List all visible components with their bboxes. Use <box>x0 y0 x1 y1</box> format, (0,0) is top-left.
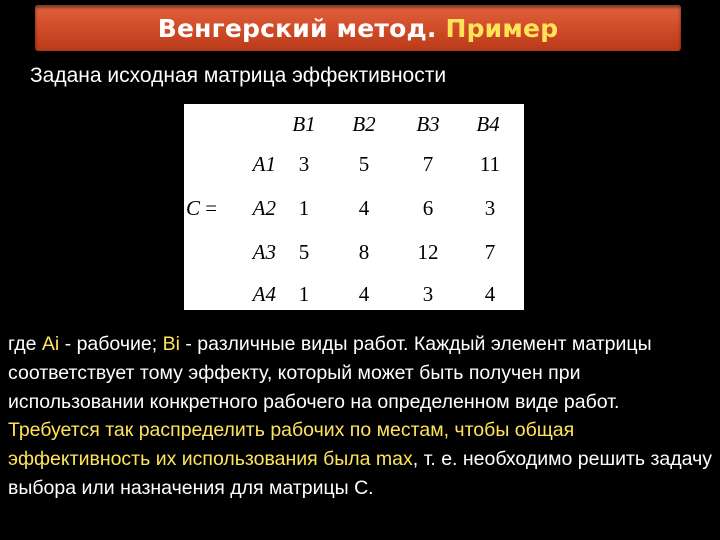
title-main: Венгерский метод. <box>157 13 437 43</box>
matrix-cell: 4 <box>358 282 370 306</box>
matrix-cell: 7 <box>422 152 434 176</box>
matrix-cell: 3 <box>484 196 496 220</box>
matrix-cell: 12 <box>417 240 439 264</box>
matrix-cell: 4 <box>484 282 496 306</box>
task-statement: Требуется так распределить рабочих по местам, чтобы общая эффективность их использования была max <box>8 419 575 471</box>
matrix-cell: 6 <box>422 196 434 220</box>
col-header-b2: B2 <box>352 112 376 136</box>
row-label-a4: A4 <box>252 282 276 306</box>
row-label-a3: A3 <box>252 240 276 264</box>
matrix-cell: 7 <box>484 240 496 264</box>
description-paragraph: где Ai - рабочие; Bi - различные виды работ. Каждый элемент матрицы соответствует тому эффекту, который может быть получен при использовании конкретного рабочего на определенном виде работ. Требуется так распределить рабочих по местам, чтобы общая эффективность их использования была max, т. е. необходимо решить задачу выбора или назначения для матрицы С. <box>8 333 712 499</box>
matrix-cell: 5 <box>298 240 310 264</box>
term-bi: Bi <box>162 333 180 355</box>
matrix-cell: 5 <box>358 152 370 176</box>
matrix-cell: 11 <box>479 152 501 176</box>
matrix-cell: 8 <box>358 240 370 264</box>
matrix-cell: 3 <box>298 152 310 176</box>
matrix-name: C = <box>186 196 218 220</box>
title-accent: Пример <box>445 13 559 43</box>
intro-text: Задана исходная матрица эффективности <box>30 64 447 87</box>
term-ai: Ai <box>41 333 60 355</box>
matrix-cell: 3 <box>422 282 434 306</box>
col-header-b1: B1 <box>292 112 316 136</box>
row-label-a1: A1 <box>252 152 276 176</box>
col-header-b3: B3 <box>416 112 440 136</box>
matrix-cell: 4 <box>358 196 370 220</box>
efficiency-matrix <box>184 104 524 310</box>
slide-title <box>35 5 681 51</box>
matrix-cell: 1 <box>298 196 310 220</box>
matrix-cell: 1 <box>298 282 310 306</box>
row-label-a2: A2 <box>252 196 276 220</box>
col-header-b4: B4 <box>476 112 500 136</box>
